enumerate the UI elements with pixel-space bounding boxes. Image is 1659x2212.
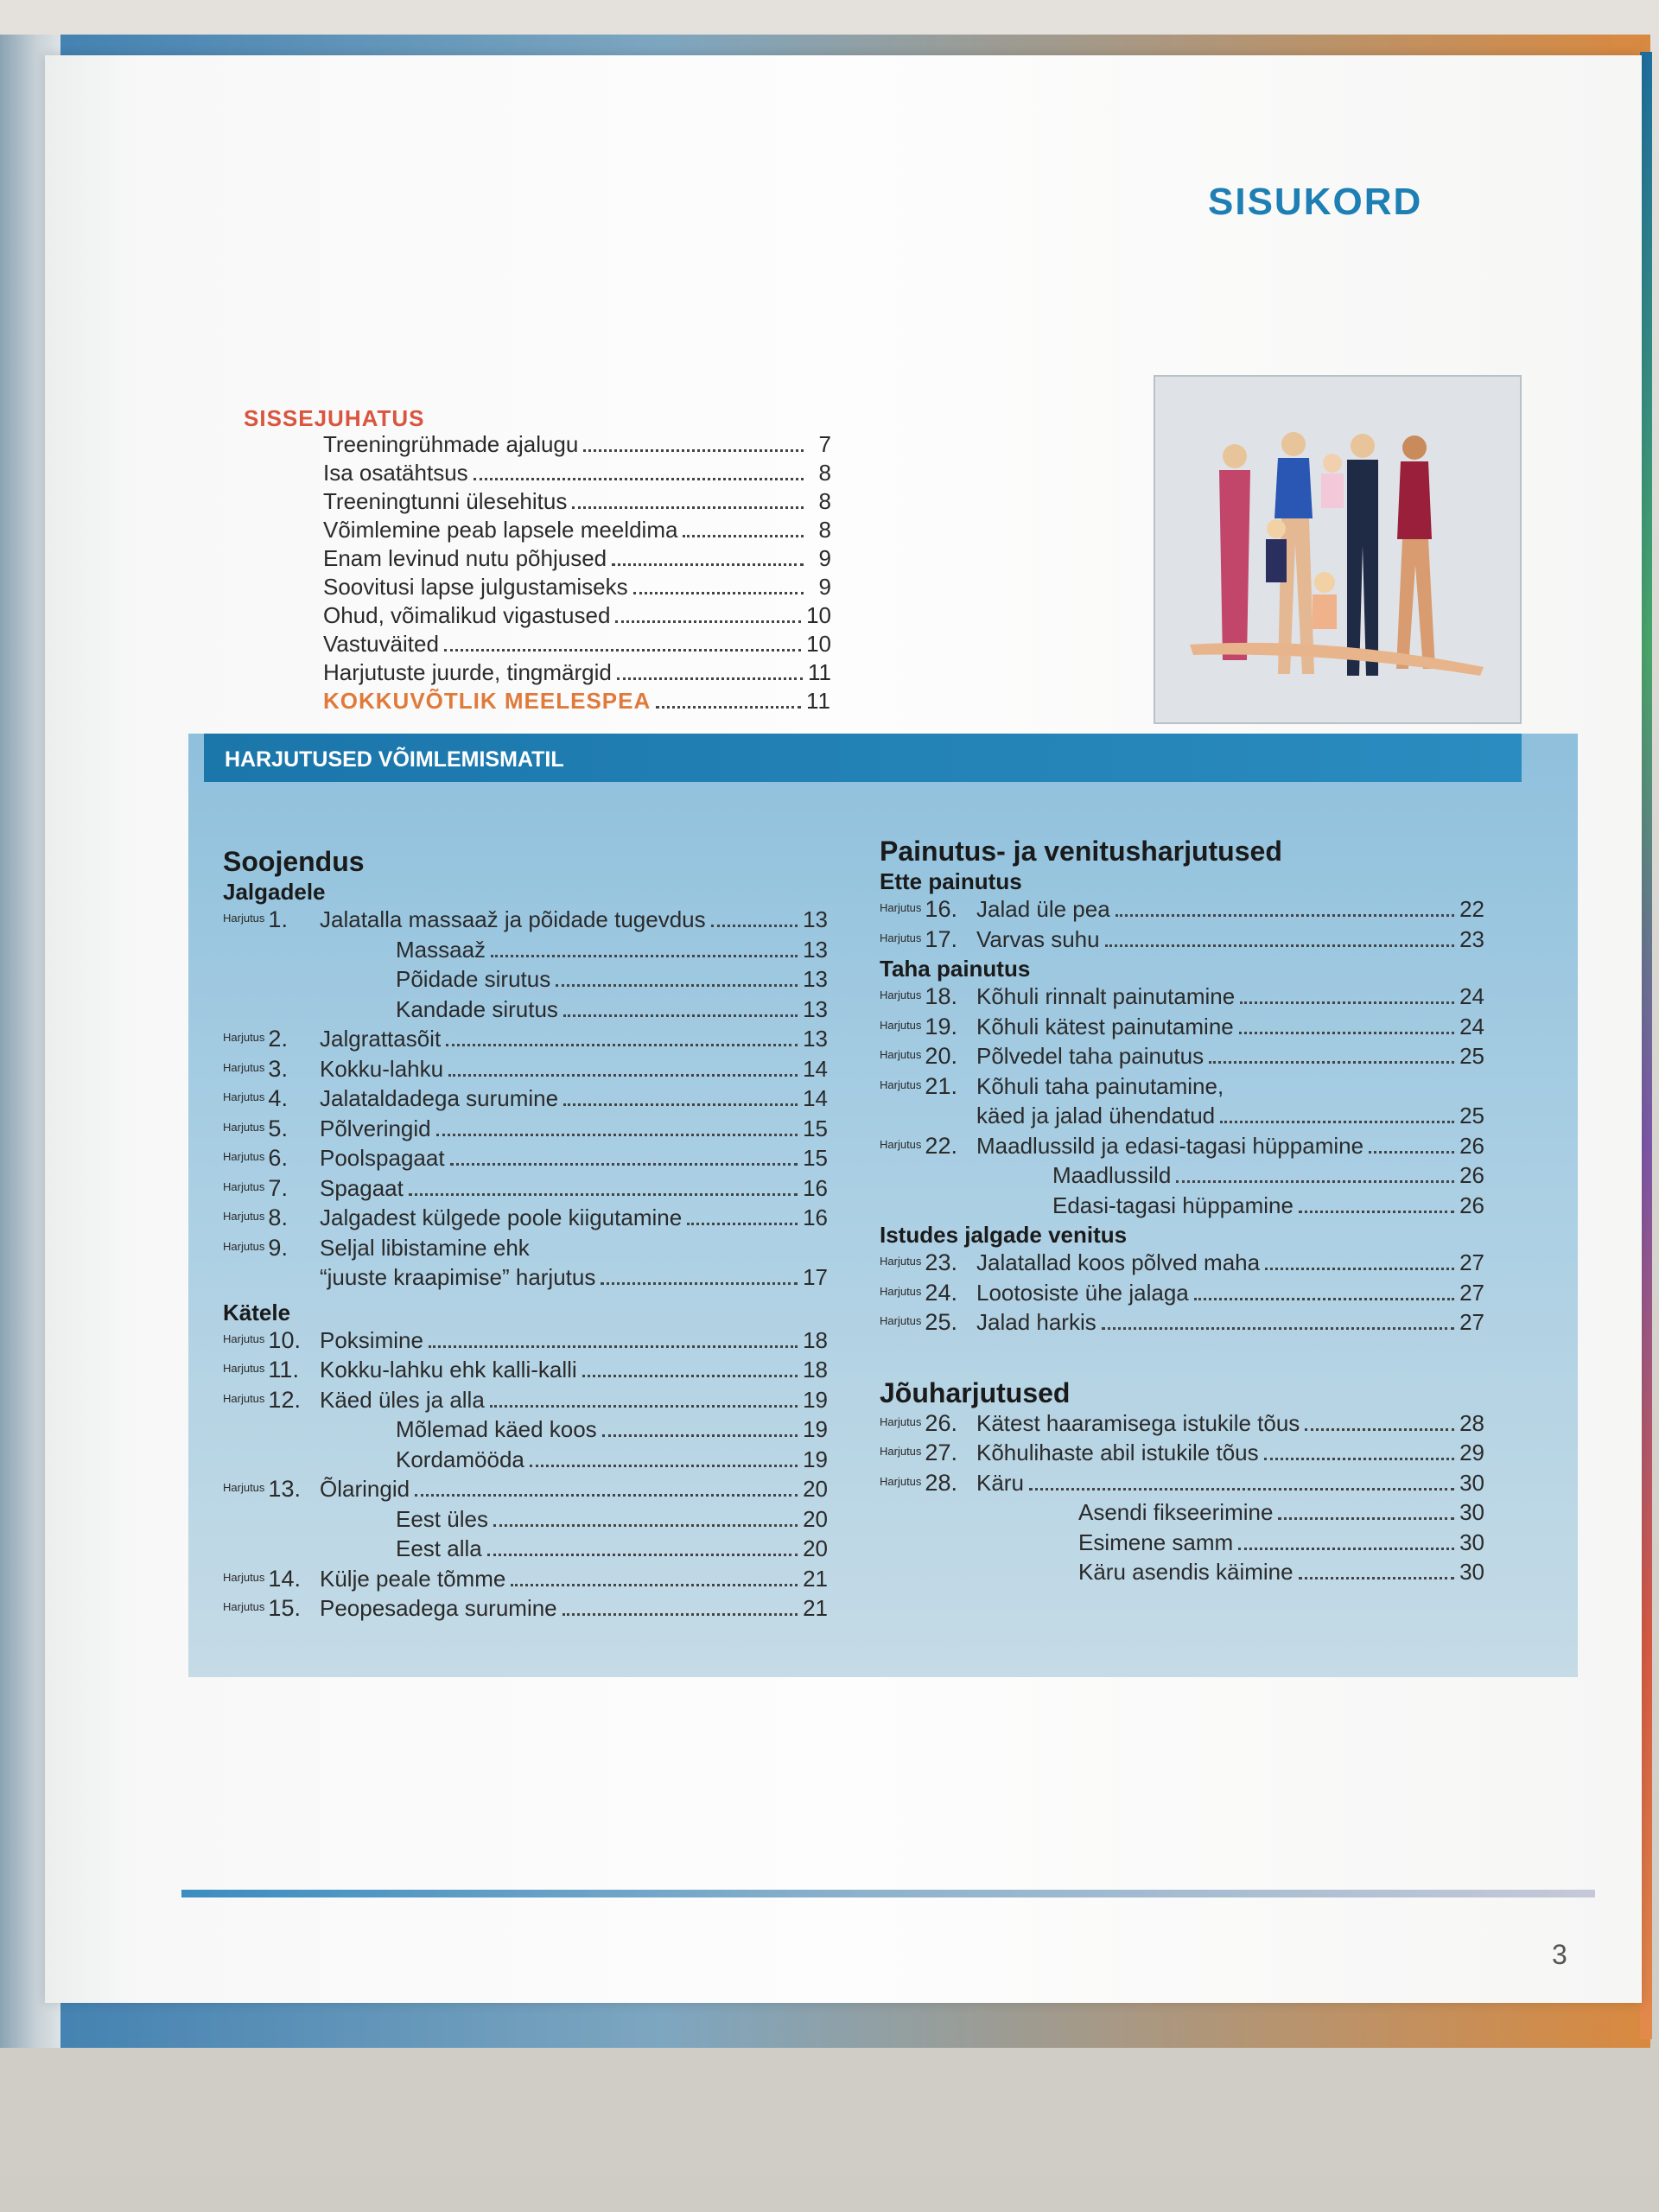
toc-entry: Enam levinud nutu põhjused 9 (323, 545, 831, 571)
sub-entry: Käru asendis käimine 30 (1078, 1559, 1484, 1585)
exercise-entry: $^{Harjutus}$ 1. Jalatalla massaaž ja põidade tugevdus 13 (223, 906, 828, 932)
exercise-entry: $^{Harjutus}$ 2. Jalgrattasõit 13 (223, 1026, 828, 1052)
toc-entry: Soovitusi lapse julgustamiseks 9 (323, 574, 831, 600)
exercise-entry: $^{Harjutus}$ 11. Kokku-lahku ehk kalli-kalli 18 (223, 1357, 828, 1382)
sub-entry: Mõlemad käed koos 19 (396, 1416, 828, 1442)
sub-entry: Kordamööda 19 (396, 1446, 828, 1472)
section-heading: Jõuharjutused (880, 1376, 1071, 1408)
exercise-entry: $^{Harjutus}$ 14. Külje peale tõmme 21 (223, 1565, 828, 1592)
subsection-heading: Kätele (223, 1299, 291, 1325)
exercise-entry: $^{Harjutus}$ 6. Poolspagaat 15 (223, 1145, 828, 1171)
exercise-entry: $^{Harjutus}$ 20. Põlvedel taha painutus 25 (880, 1043, 1484, 1069)
exercise-entry: $^{Harjutus}$ 16. Jalad üle pea 22 (880, 896, 1484, 922)
sub-entry: Põidade sirutus 13 (396, 966, 828, 992)
toc-entry: Võimlemine peab lapsele meeldima 8 (323, 517, 831, 543)
family-photo-illustration (1155, 377, 1520, 722)
exercise-entry: $^{Harjutus}$ 10. Poksimine 18 (223, 1326, 828, 1353)
subsection-heading: Jalgadele (223, 879, 326, 905)
exercise-entry: $^{Harjutus}$ 25. Jalad harkis 27 (880, 1309, 1484, 1335)
family-photo (1154, 375, 1522, 724)
exercise-entry: $^{Harjutus}$ 21. Kõhuli taha painutamine, (880, 1072, 1224, 1099)
left-column (223, 846, 828, 1625)
sub-entry: Massaaž 13 (396, 936, 828, 963)
sub-entry: Esimene samm 30 (1078, 1529, 1484, 1555)
page-title: SISUKORD (1208, 181, 1423, 223)
exercise-entry: $^{Harjutus}$ 27. Kõhulihaste abil istukile tõus 29 (880, 1440, 1484, 1465)
panel-header: HARJUTUSED VÕIMLEMISMATIL (225, 747, 564, 772)
exercise-entry: $^{Harjutus}$ 15. Peopesadega surumine 21 (223, 1595, 828, 1621)
toc-entry: Isa osatähtsus 8 (323, 460, 831, 486)
exercise-entry: $^{Harjutus}$ 4. Jalataldadega surumine 14 (223, 1085, 828, 1111)
toc-entry: Treeningtunni ülesehitus 8 (323, 488, 831, 514)
exercise-entry: $^{Harjutus}$ 7. Spagaat 16 (223, 1174, 828, 1201)
toc-entry: Vastuväited 10 (323, 631, 831, 657)
right-column (880, 836, 1484, 1589)
sub-entry: Eest üles 20 (396, 1505, 828, 1532)
exercise-entry-continued: käed ja jalad ühendatud 25 (976, 1103, 1484, 1128)
exercise-entry: $^{Harjutus}$ 24. Lootosiste ühe jalaga 27 (880, 1279, 1484, 1306)
sub-entry: Kandade sirutus 13 (396, 995, 828, 1022)
footer-rule (181, 1890, 1595, 1897)
subsection-heading: Taha painutus (880, 956, 1031, 982)
exercises-panel (188, 734, 1578, 1677)
exercise-entry: $^{Harjutus}$ 5. Põlveringid 15 (223, 1115, 828, 1141)
toc-entry: Harjutuste juurde, tingmärgid 11 (323, 659, 831, 685)
cover-edge (1640, 52, 1652, 2039)
exercise-entry: $^{Harjutus}$ 9. Seljal libistamine ehk (223, 1234, 530, 1261)
exercise-entry: $^{Harjutus}$ 22. Maadlussild ja edasi-tagasi hüppamine 26 (880, 1132, 1484, 1159)
summary-entry: KOKKUVÕTLIK MEELESPEA 11 (323, 688, 831, 714)
exercise-entry: $^{Harjutus}$ 23. Jalatallad koos põlved maha 27 (880, 1249, 1484, 1275)
sub-entry: Eest alla 20 (396, 1535, 828, 1561)
exercise-entry: $^{Harjutus}$ 3. Kokku-lahku 14 (223, 1055, 828, 1082)
exercise-entry: $^{Harjutus}$ 28. Käru 30 (880, 1469, 1484, 1496)
section-heading: Painutus- ja venitusharjutused (880, 836, 1282, 867)
subsection-heading: Ette painutus (880, 868, 1022, 894)
toc-entry: Ohud, võimalikud vigastused 10 (323, 602, 831, 628)
exercise-entry: $^{Harjutus}$ 17. Varvas suhu 23 (880, 925, 1484, 952)
toc-entry: Treeningrühmade ajalugu 7 (323, 431, 831, 457)
panel-header-bar (204, 734, 1522, 782)
intro-heading: SISSEJUHATUS (244, 405, 425, 431)
sub-entry: Maadlussild 26 (1052, 1162, 1484, 1188)
page-number: 3 (1552, 1939, 1567, 1970)
exercise-entry-continued: “juuste kraapimise” harjutus 17 (320, 1264, 828, 1290)
exercise-entry: $^{Harjutus}$ 19. Kõhuli kätest painutamine 24 (880, 1013, 1484, 1039)
sub-entry: Edasi-tagasi hüppamine 26 (1052, 1192, 1484, 1218)
book-page (45, 55, 1642, 2003)
exercise-entry: $^{Harjutus}$ 13. Õlaringid 20 (223, 1476, 828, 1502)
exercise-entry: $^{Harjutus}$ 26. Kätest haaramisega istukile tõus 28 (880, 1409, 1484, 1436)
subsection-heading: Istudes jalgade venitus (880, 1222, 1128, 1248)
exercise-entry: $^{Harjutus}$ 12. Käed üles ja alla 19 (223, 1386, 828, 1413)
intro-toc (244, 405, 831, 716)
section-heading: Soojendus (223, 846, 365, 877)
sub-entry: Asendi fikseerimine 30 (1078, 1499, 1484, 1525)
exercise-entry: $^{Harjutus}$ 18. Kõhuli rinnalt painutamine 24 (880, 983, 1484, 1009)
exercise-entry: $^{Harjutus}$ 8. Jalgadest külgede poole kiigutamine 16 (223, 1205, 828, 1230)
